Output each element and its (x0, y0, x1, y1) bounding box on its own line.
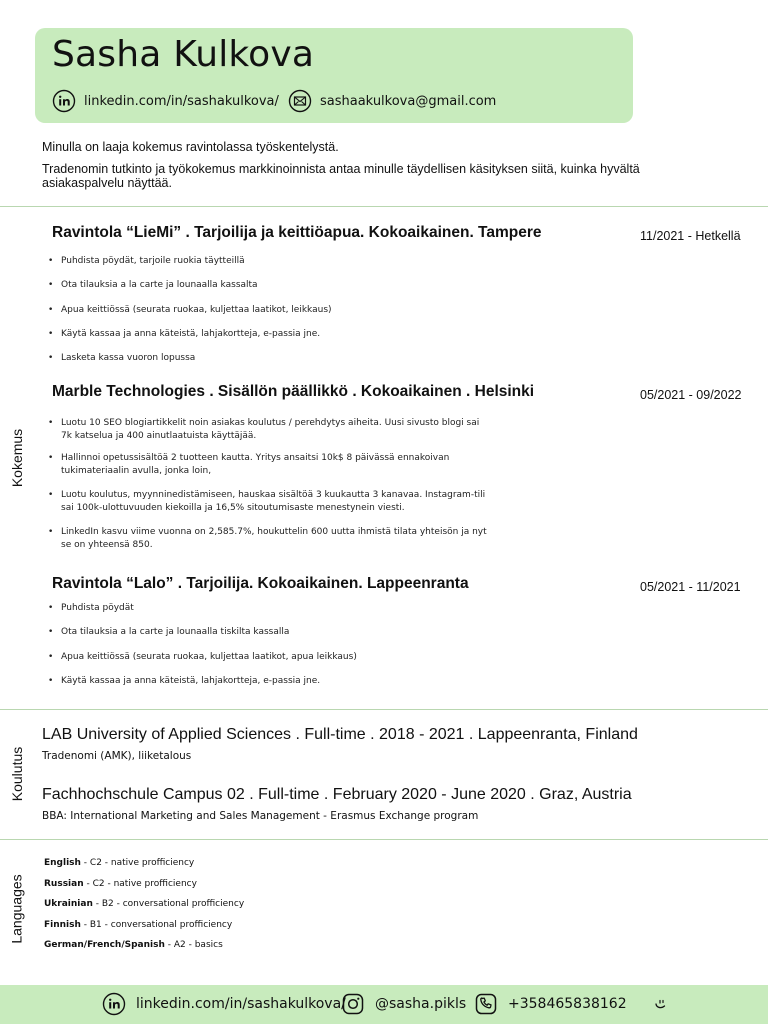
phone-icon (474, 992, 498, 1016)
footer-phone[interactable] (474, 990, 627, 1018)
job-date: 11/2021 - Hetkellä (640, 229, 741, 243)
language-item: Ukrainian - B2 - conversational profficiency (44, 899, 245, 909)
bullet-item: • Käytä kassaa ja anna käteistä, lahjakortteja, e-passia jne. (52, 676, 320, 686)
bullet-item: • Käytä kassaa ja anna käteistä, lahjakortteja, e-passia jne. (52, 329, 320, 339)
header-email-text: sashaakulkova@gmail.com (320, 93, 497, 109)
footer-instagram[interactable] (341, 990, 466, 1018)
bullet-item: • Hallinnoi opetussisältöä 2 tuotteen kautta. Yritys ansaitsi 10k$ 8 päivässä ennakoivan tukimateriaalin avulla, jonka loin, (52, 452, 492, 478)
footer-instagram-text: @sasha.pikls (375, 996, 467, 1012)
bullet-item: • Puhdista pöydät (52, 603, 134, 613)
divider (0, 709, 768, 710)
divider (0, 839, 768, 840)
bullet-item: • LinkedIn kasvu viime vuonna on 2,585.7%, houkuttelin 600 uutta ihmistä tilata yhteisön ja nyt se on yhteensä 850. (52, 526, 492, 552)
person-name: Sasha Kulkova (52, 34, 315, 75)
bullet-item: • Puhdista pöydät, tarjoile ruokia täytteillä (52, 256, 245, 266)
language-item: German/French/Spanish - A2 - basics (44, 940, 223, 950)
language-item: English - C2 - native profficiency (44, 858, 195, 868)
linkedin-icon (52, 89, 76, 113)
header-email[interactable] (288, 89, 496, 113)
smile-icon (653, 997, 669, 1013)
footer-linkedin-text: linkedin.com/in/sashakulkova/ (136, 996, 346, 1012)
section-label-languages: Languages (9, 874, 26, 944)
bullet-item: • Lasketa kassa vuoron lopussa (52, 353, 195, 363)
bullet-item: • Apua keittiössä (seurata ruokaa, kuljettaa laatikot, leikkaus) (52, 305, 332, 315)
job-title: Marble Technologies . Sisällön päällikkö . Kokoaikainen . Helsinki (52, 383, 535, 400)
summary-line-2: Tradenomin tutkinto ja työkokemus markkinoinnista antaa minulle täydellisen käsityksen siitä, kuinka hyvältä asiakaspalvelu näyttää. (42, 162, 640, 190)
linkedin-icon (102, 992, 126, 1016)
education-title: LAB University of Applied Sciences . Full-time . 2018 - 2021 . Lappeenranta, Finland (42, 726, 638, 743)
bullet-item: • Ota tilauksia a la carte ja lounaalla kassalta (52, 280, 258, 290)
header-linkedin-text: linkedin.com/in/sashakulkova/ (84, 93, 279, 109)
bullet-item: • Apua keittiössä (seurata ruokaa, kuljettaa laatikot, apua leikkaus) (52, 652, 357, 662)
education-title: Fachhochschule Campus 02 . Full-time . February 2020 - June 2020 . Graz, Austria (42, 786, 632, 803)
job-title: Ravintola “Lalo” . Tarjoilija. Kokoaikainen. Lappeenranta (52, 575, 469, 592)
instagram-icon (341, 992, 365, 1016)
header-linkedin[interactable] (52, 89, 279, 113)
job-date: 05/2021 - 11/2021 (640, 580, 741, 594)
bullet-item: • Luotu koulutus, myynninedistämiseen, hauskaa sisältöä 3 kuukautta 3 kanavaa. Instagram-tili sai 100k-ulottuvuuden kiekoilla ja 16,5% sitoutumisaste menestynein viesti. (52, 489, 492, 515)
summary-line-1: Minulla on laaja kokemus ravintolassa työskentelystä. (42, 140, 339, 154)
section-label-education: Koulutus (9, 746, 26, 802)
footer-phone-text: +358465838162 (508, 996, 627, 1012)
job-title: Ravintola “LieMi” . Tarjoilija ja keittiöapua. Kokoaikainen. Tampere (52, 224, 542, 241)
bullet-item: • Luotu 10 SEO blogiartikkelit noin asiakas koulutus / perehdytys aiheita. Uusi sivusto blogi sai 7k katselua ja 400 ainutlaatuista käyttäjää. (52, 417, 492, 443)
section-label-experience: Kokemus (9, 428, 26, 487)
bullet-item: • Ota tilauksia a la carte ja lounaalla tiskilta kassalla (52, 627, 289, 637)
job-date: 05/2021 - 09/2022 (640, 388, 742, 402)
divider (0, 206, 768, 207)
education-subtitle: BBA: International Marketing and Sales Management - Erasmus Exchange program (42, 810, 479, 822)
mail-icon (288, 89, 312, 113)
education-subtitle: Tradenomi (AMK), liiketalous (42, 750, 192, 762)
language-item: Finnish - B1 - conversational profficiency (44, 920, 233, 930)
language-item: Russian - C2 - native profficiency (44, 879, 197, 889)
footer-linkedin[interactable] (102, 990, 346, 1018)
